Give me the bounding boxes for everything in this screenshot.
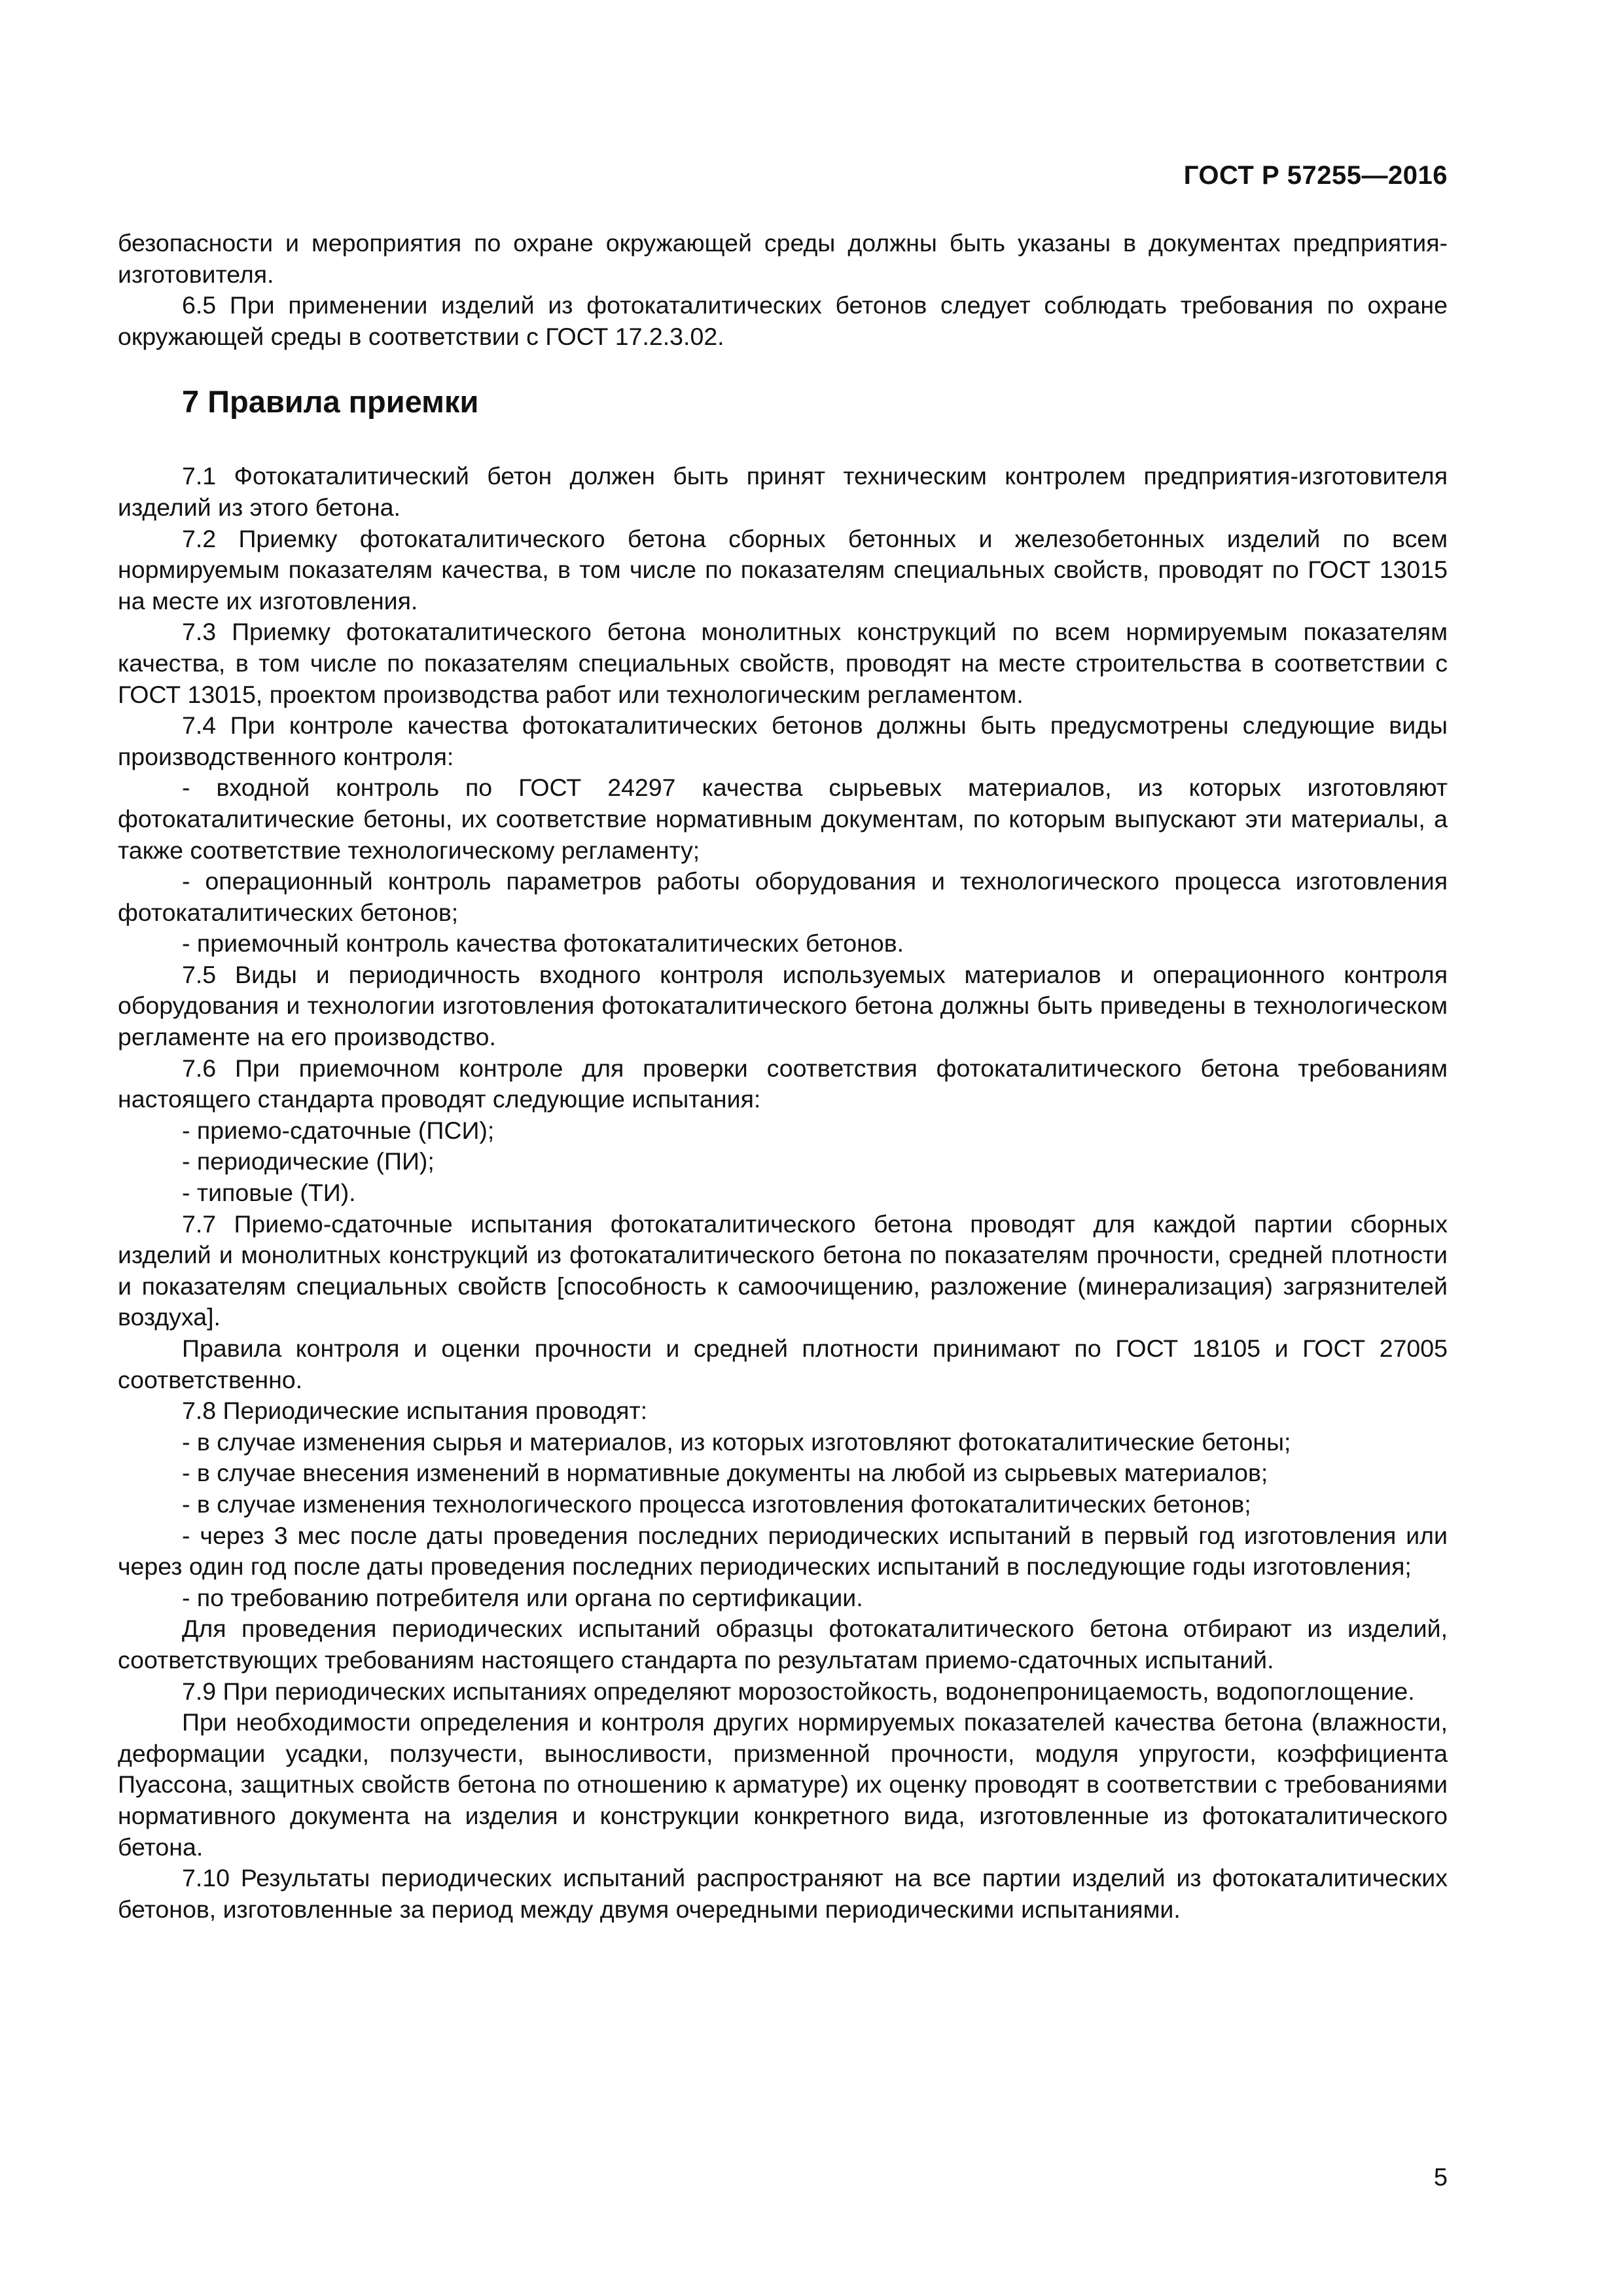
paragraph-7-1: 7.1 Фотокаталитический бетон должен быть принят техническим контролем предприятия-изготовителя изделий из этого бетона. bbox=[118, 462, 1448, 521]
paragraph-other-indicators: При необходимости определения и контроля других нормируемых показателей качества бетона (влажности, деформации усадки, ползучести, выносливости, призменной прочности, модуля упругости, коэффициента Пуассона, защитных свойств бетона по отношению к арматуре) их оценку проводят в соответствии с требованиями нормативного документа на изделия и конструкции конкретного вида, изготовленные из фотокаталитического бетона. bbox=[118, 1708, 1448, 1861]
paragraph-sampling: Для проведения периодических испытаний образцы фотокаталитического бетона отбирают из изделий, соответствующих требованиям настоящего стандарта по результатам приемо-сдаточных испытаний. bbox=[118, 1615, 1448, 1674]
paragraph-7-5: 7.5 Виды и периодичность входного контроля используемых материалов и операционного контроля оборудования и технологии изготовления фотокаталитического бетона должны быть приведены в технологическом регламенте на его производство. bbox=[118, 960, 1448, 1051]
paragraph-7-7: 7.7 Приемо-сдаточные испытания фотокаталитического бетона проводят для каждой партии сборных изделий и монолитных конструкций из фотокаталитического бетона по показателям прочности, средней плотности и показателям специальных свойств [способность к самоочищению, разложение (минерализация) загрязнителей воздуха]. bbox=[118, 1210, 1448, 1331]
list-item-consumer-request: - по требованию потребителя или органа по сертификации. bbox=[182, 1583, 863, 1611]
section6-continuation: безопасности и мероприятия по охране окружающей среды должны быть указаны в документах предприятия-изготовителя. bbox=[118, 229, 1448, 288]
list-item-process-change: - в случае изменения технологического процесса изготовления фотокаталитических бетонов; bbox=[182, 1490, 1251, 1518]
list-item-docs-change: - в случае внесения изменений в нормативные документы на любой из сырьевых материалов; bbox=[182, 1459, 1268, 1487]
paragraph-7-2: 7.2 Приемку фотокаталитического бетона сборных бетонных и железобетонных изделий по всем нормируемым показателям качества, в том числе по показателям специальных свойств, проводят по ГОСТ 13015 на месте их изготовления. bbox=[118, 524, 1448, 615]
paragraph-7-3: 7.3 Приемку фотокаталитического бетона монолитных конструкций по всем нормируемым показателям качества, в том числе по показателям специальных свойств, проводят на месте строительства в соответствии с ГОСТ 13015, проектом производства работ или технологическим регламентом. bbox=[118, 618, 1448, 708]
list-item-raw-change: - в случае изменения сырья и материалов, из которых изготовляют фотокаталитические бетоны; bbox=[182, 1427, 1291, 1456]
paragraph-strength-rules: Правила контроля и оценки прочности и средней плотности принимают по ГОСТ 18105 и ГОСТ 27005 соответственно. bbox=[118, 1335, 1448, 1393]
list-item-pi: - периодические (ПИ); bbox=[182, 1147, 435, 1175]
paragraph-7-10: 7.10 Результаты периодических испытаний распространяют на все партии изделий из фотокаталитических бетонов, изготовленные за период между двумя очередными периодическими испытаниями. bbox=[118, 1864, 1448, 1923]
list-item-periodicity: - через 3 мес после даты проведения последних периодических испытаний в первый год изготовления или через один год после даты проведения последних периодических испытаний в последующие годы изготовления; bbox=[118, 1521, 1448, 1581]
list-item-ti: - типовые (ТИ). bbox=[182, 1179, 356, 1207]
section-title: 7 Правила приемки bbox=[182, 384, 479, 420]
standard-header: ГОСТ Р 57255—2016 bbox=[1183, 161, 1448, 190]
page-number: 5 bbox=[1433, 2164, 1448, 2191]
list-item-operational-control: - операционный контроль параметров работы оборудования и технологического процесса изготовления фотокаталитических бетонов; bbox=[118, 867, 1448, 926]
paragraph-6-5: 6.5 При применении изделий из фотокаталитических бетонов следует соблюдать требования по охране окружающей среды в соответствии с ГОСТ 17.2.3.02. bbox=[118, 291, 1448, 350]
list-item-psi: - приемо-сдаточные (ПСИ); bbox=[182, 1116, 495, 1144]
paragraph-7-9: 7.9 При периодических испытаниях определяют морозостойкость, водонепроницаемость, водопоглощение. bbox=[182, 1677, 1415, 1705]
paragraph-7-4: 7.4 При контроле качества фотокаталитических бетонов должны быть предусмотрены следующие виды производственного контроля: bbox=[118, 711, 1448, 770]
page-content bbox=[118, 228, 1448, 1925]
list-item-input-control: - входной контроль по ГОСТ 24297 качества сырьевых материалов, из которых изготовляют фотокаталитические бетоны, их соответствие нормативным документам, по которым выпускают эти материалы, а также соответствие технологическому регламенту; bbox=[118, 774, 1448, 864]
paragraph-7-8: 7.8 Периодические испытания проводят: bbox=[182, 1397, 648, 1425]
paragraph-7-6: 7.6 При приемочном контроле для проверки соответствия фотокаталитического бетона требованиям настоящего стандарта проводят следующие испытания: bbox=[118, 1054, 1448, 1113]
list-item-acceptance-control: - приемочный контроль качества фотокаталитических бетонов. bbox=[182, 929, 904, 958]
